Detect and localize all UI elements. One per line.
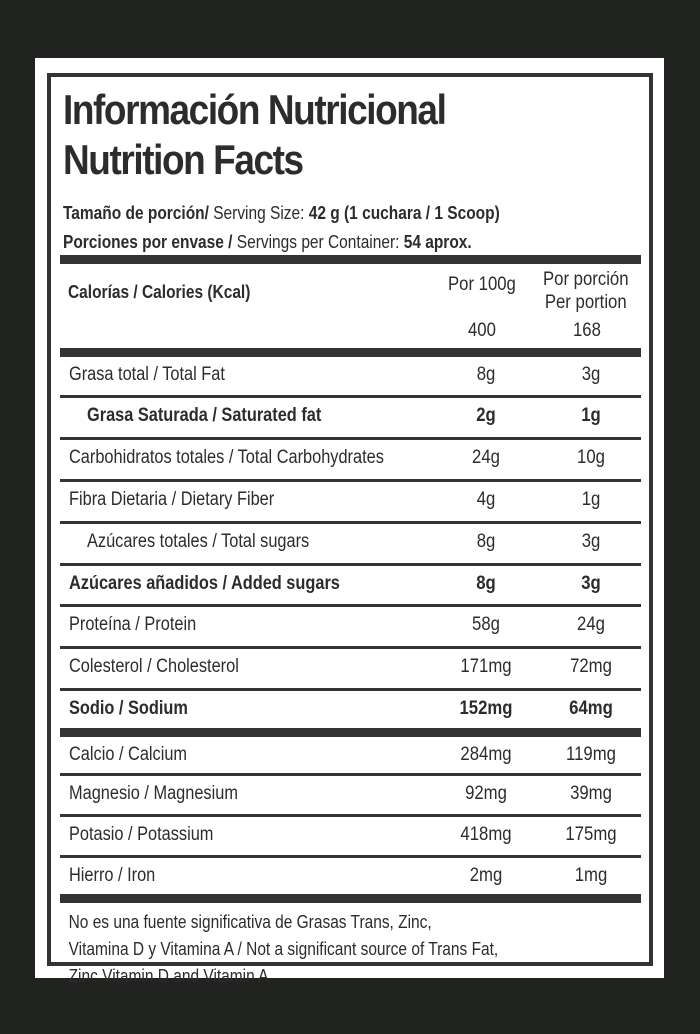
nutrient-per-100g: 2g xyxy=(476,405,496,426)
serving-info xyxy=(63,199,500,257)
thick-divider xyxy=(60,255,641,264)
thick-divider xyxy=(60,348,641,357)
nutrient-per-portion: 10g xyxy=(577,447,605,468)
nutrient-label: Grasa Saturada / Saturated fat xyxy=(87,405,322,426)
nutrient-label: Calcio / Calcium xyxy=(69,744,188,765)
nutrient-per-100g: 171mg xyxy=(460,656,512,677)
nutrient-row xyxy=(60,776,641,814)
nutrient-label: Fibra Dietaria / Dietary Fiber xyxy=(69,489,275,510)
nutrient-per-100g: 24g xyxy=(472,447,500,468)
nutrient-row xyxy=(60,649,641,688)
nutrient-row xyxy=(60,482,641,521)
nutrient-per-100g: 4g xyxy=(476,489,496,510)
nutrient-per-100g: 284mg xyxy=(460,744,512,765)
nutrient-per-portion: 1g xyxy=(581,489,601,510)
calories-label: Calorías / Calories (Kcal) xyxy=(68,282,251,302)
nutrient-label: Proteína / Protein xyxy=(69,614,197,635)
nutrient-per-portion: 175mg xyxy=(565,824,617,845)
nutrient-per-portion: 3g xyxy=(581,531,601,552)
nutrient-per-100g: 8g xyxy=(476,364,496,385)
title-spanish: Información Nutricional xyxy=(63,86,446,133)
thick-divider xyxy=(60,728,641,737)
nutrient-label: Carbohidratos totales / Total Carbohydrates xyxy=(69,447,384,468)
thick-divider xyxy=(60,894,641,903)
nutrient-per-100g: 2mg xyxy=(469,865,503,886)
nutrient-row xyxy=(60,440,641,479)
column-header-per-100g: Por 100g xyxy=(448,274,516,295)
nutrient-per-100g: 152mg xyxy=(459,698,513,719)
nutrient-per-portion: 39mg xyxy=(570,783,612,804)
nutrient-per-portion: 1mg xyxy=(574,865,608,886)
nutrient-per-portion: 64mg xyxy=(569,698,613,719)
nutrient-label: Azúcares totales / Total sugars xyxy=(87,531,310,552)
nutrient-per-100g: 8g xyxy=(476,573,496,594)
nutrient-per-100g: 58g xyxy=(472,614,500,635)
nutrition-label-panel xyxy=(35,58,664,986)
nutrient-per-100g: 418mg xyxy=(460,824,512,845)
calories-header xyxy=(60,264,641,348)
footnote: No es una fuente significativa de Grasas Trans, Zinc, Vitamina D y Vitamina A / Not a significant source of Trans Fat, Zinc,Vitamin D and Vitamin A xyxy=(68,912,499,986)
nutrient-label: Colesterol / Cholesterol xyxy=(69,656,239,677)
nutrient-rows xyxy=(60,357,641,894)
column-header-per-portion: Por porción Per portion xyxy=(543,269,629,313)
nutrient-row xyxy=(60,691,641,728)
nutrition-label-frame xyxy=(47,73,653,986)
nutrient-per-portion: 24g xyxy=(577,614,605,635)
calories-per-100g: 400 xyxy=(468,320,496,341)
nutrition-table xyxy=(60,255,641,990)
nutrient-row xyxy=(60,357,641,395)
nutrient-label: Azúcares añadidos / Added sugars xyxy=(69,573,340,594)
nutrient-row xyxy=(60,398,641,437)
nutrient-per-portion: 1g xyxy=(581,405,601,426)
servings-per-container: Porciones por envase / Servings per Container: 54 aprox. xyxy=(63,232,472,252)
nutrient-label: Magnesio / Magnesium xyxy=(69,783,238,804)
nutrient-row xyxy=(60,737,641,773)
nutrient-label: Potasio / Potassium xyxy=(69,824,214,845)
title-english: Nutrition Facts xyxy=(63,136,303,183)
serving-size: Tamaño de porción/ Serving Size: 42 g (1 cuchara / 1 Scoop) xyxy=(63,203,500,223)
nutrient-label: Sodio / Sodium xyxy=(69,698,188,719)
nutrient-row xyxy=(60,858,641,894)
nutrient-per-portion: 72mg xyxy=(570,656,612,677)
nutrient-label: Grasa total / Total Fat xyxy=(69,364,225,385)
calories-per-portion: 168 xyxy=(573,320,601,341)
nutrient-row xyxy=(60,524,641,563)
label-title xyxy=(63,85,445,185)
nutrient-row xyxy=(60,607,641,646)
nutrient-per-100g: 92mg xyxy=(465,783,507,804)
nutrient-per-portion: 3g xyxy=(581,573,601,594)
nutrient-per-portion: 3g xyxy=(581,364,601,385)
nutrient-per-portion: 119mg xyxy=(566,744,616,765)
nutrient-row xyxy=(60,817,641,855)
nutrient-per-100g: 8g xyxy=(476,531,496,552)
nutrient-label: Hierro / Iron xyxy=(69,865,156,886)
nutrient-row xyxy=(60,566,641,604)
